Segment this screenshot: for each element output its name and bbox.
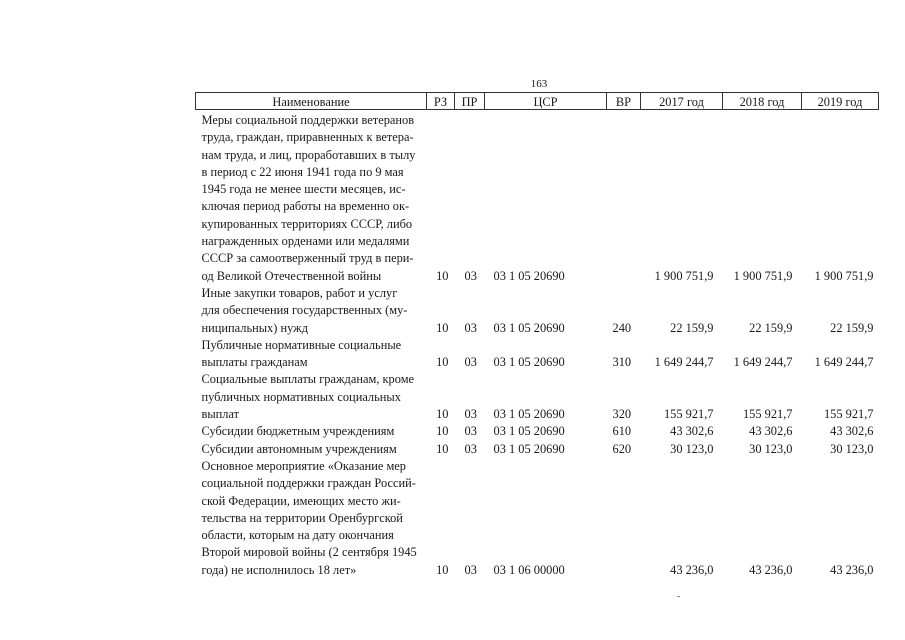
cell-pr: 03 (464, 268, 477, 283)
cell-pr: 03 (464, 424, 477, 439)
cell-vr (607, 110, 641, 285)
row-name-line: 1945 года не менее шести месяцев, ис- (201, 182, 406, 197)
cell-2019: 43 302,6 (830, 424, 874, 439)
cell-csr: 03 1 05 20690 (493, 355, 565, 370)
scan-artifact (677, 596, 680, 597)
row-name-line: СССР за самоотверженный труд в пери- (201, 251, 414, 266)
row-name-line: тельства на территории Оренбургской (201, 510, 403, 525)
table-row (196, 285, 879, 337)
cell-rz: 10 (436, 407, 449, 422)
header-csr: ЦСР (485, 93, 607, 110)
row-name-line: выплат (201, 407, 240, 422)
row-name-line: для обеспечения государственных (му- (201, 303, 408, 318)
row-name-line: выплаты гражданам (201, 355, 308, 370)
row-name-line: области, которым на дату окончания (201, 528, 394, 543)
cell-rz: 10 (436, 268, 449, 283)
table-row (196, 423, 879, 440)
cell-2018: 43 236,0 (749, 562, 793, 577)
row-name-line: Субсидии бюджетным учреждениям (201, 424, 395, 439)
header-2019: 2019 год (802, 93, 879, 110)
cell-rz: 10 (436, 424, 449, 439)
row-name (196, 423, 427, 440)
row-name-line: од Великой Отечественной войны (201, 268, 382, 283)
cell-rz: 10 (436, 320, 449, 335)
table-row (196, 110, 879, 285)
cell-2019: 1 649 244,7 (814, 355, 874, 370)
cell-vr: 320 (612, 407, 632, 422)
cell-rz: 10 (436, 441, 449, 456)
cell-2019: 30 123,0 (830, 441, 874, 456)
row-name (196, 285, 427, 337)
cell-csr: 03 1 06 00000 (493, 562, 565, 577)
header-2017: 2017 год (641, 93, 723, 110)
row-name-line: награжденных орденами или медалями (201, 234, 410, 249)
row-name (196, 458, 427, 579)
row-name (196, 371, 427, 423)
cell-vr (607, 458, 641, 579)
cell-csr: 03 1 05 20690 (493, 407, 565, 422)
cell-vr: 310 (612, 355, 632, 370)
cell-2017: 30 123,0 (670, 441, 714, 456)
cell-csr: 03 1 05 20690 (493, 441, 565, 456)
row-name (196, 441, 427, 458)
row-name-line: года) не исполнилось 18 лет» (201, 562, 357, 577)
cell-csr: 03 1 05 20690 (493, 268, 565, 283)
cell-2017: 1 649 244,7 (654, 355, 714, 370)
table-row (196, 458, 879, 579)
cell-rz: 10 (436, 562, 449, 577)
table-row (196, 441, 879, 458)
cell-pr: 03 (464, 441, 477, 456)
table-row (196, 337, 879, 372)
cell-rz: 10 (436, 355, 449, 370)
cell-2019: 1 900 751,9 (814, 268, 874, 283)
cell-pr: 03 (464, 407, 477, 422)
cell-2018: 43 302,6 (749, 424, 793, 439)
row-name-line: Иные закупки товаров, работ и услуг (201, 285, 398, 300)
cell-pr: 03 (464, 562, 477, 577)
cell-vr: 620 (612, 441, 632, 456)
cell-2018: 30 123,0 (749, 441, 793, 456)
row-name-line: ключая период работы на временно ок- (201, 199, 410, 214)
cell-2018: 22 159,9 (749, 320, 793, 335)
row-name-line: ской Федерации, имеющих место жи- (201, 493, 401, 508)
cell-csr: 03 1 05 20690 (493, 320, 565, 335)
row-name-line: социальной поддержки граждан Россий- (201, 476, 416, 491)
row-name-line: Меры социальной поддержки ветеранов (201, 113, 415, 127)
header-vr: ВР (607, 93, 641, 110)
row-name (196, 337, 427, 372)
cell-2018: 1 649 244,7 (733, 355, 793, 370)
row-name-line: Публичные нормативные социальные (201, 337, 402, 352)
cell-2017: 1 900 751,9 (654, 268, 714, 283)
row-name-line: Второй мировой войны (2 сентября 1945 (201, 545, 417, 560)
row-name-line: Субсидии автономным учреждениям (201, 441, 397, 456)
table-body (196, 110, 879, 580)
row-name-line: нам труда, и лиц, проработавших в тылу (201, 147, 416, 162)
table-row (196, 371, 879, 423)
row-name-line: в период с 22 июня 1941 года по 9 мая (201, 164, 404, 179)
header-rz: РЗ (427, 93, 455, 110)
cell-2017: 43 236,0 (670, 562, 714, 577)
cell-csr: 03 1 05 20690 (493, 424, 565, 439)
cell-2017: 43 302,6 (670, 424, 714, 439)
cell-vr: 610 (612, 424, 632, 439)
cell-2019: 155 921,7 (823, 407, 874, 422)
cell-pr: 03 (464, 320, 477, 335)
cell-2018: 155 921,7 (742, 407, 793, 422)
cell-2017: 155 921,7 (663, 407, 714, 422)
row-name-line: Социальные выплаты гражданам, кроме (201, 372, 415, 387)
header-pr: ПР (455, 93, 485, 110)
row-name-line: купированных территориях СССР, либо (201, 216, 413, 231)
cell-2019: 22 159,9 (830, 320, 874, 335)
cell-pr: 03 (464, 355, 477, 370)
page-number: 163 (530, 78, 548, 90)
header-name: Наименование (196, 93, 427, 110)
cell-2019: 43 236,0 (830, 562, 874, 577)
table-header-row (196, 93, 879, 110)
row-name (196, 110, 427, 285)
cell-2017: 22 159,9 (670, 320, 714, 335)
row-name-line: ниципальных) нужд (201, 320, 309, 335)
cell-2018: 1 900 751,9 (733, 268, 793, 283)
cell-vr: 240 (612, 320, 632, 335)
row-name-line: публичных нормативных социальных (201, 389, 401, 404)
header-2018: 2018 год (723, 93, 802, 110)
row-name-line: Основное мероприятие «Оказание мер (201, 458, 406, 473)
row-name-line: труда, граждан, приравненных к ветера- (201, 130, 414, 145)
budget-table (195, 92, 879, 579)
